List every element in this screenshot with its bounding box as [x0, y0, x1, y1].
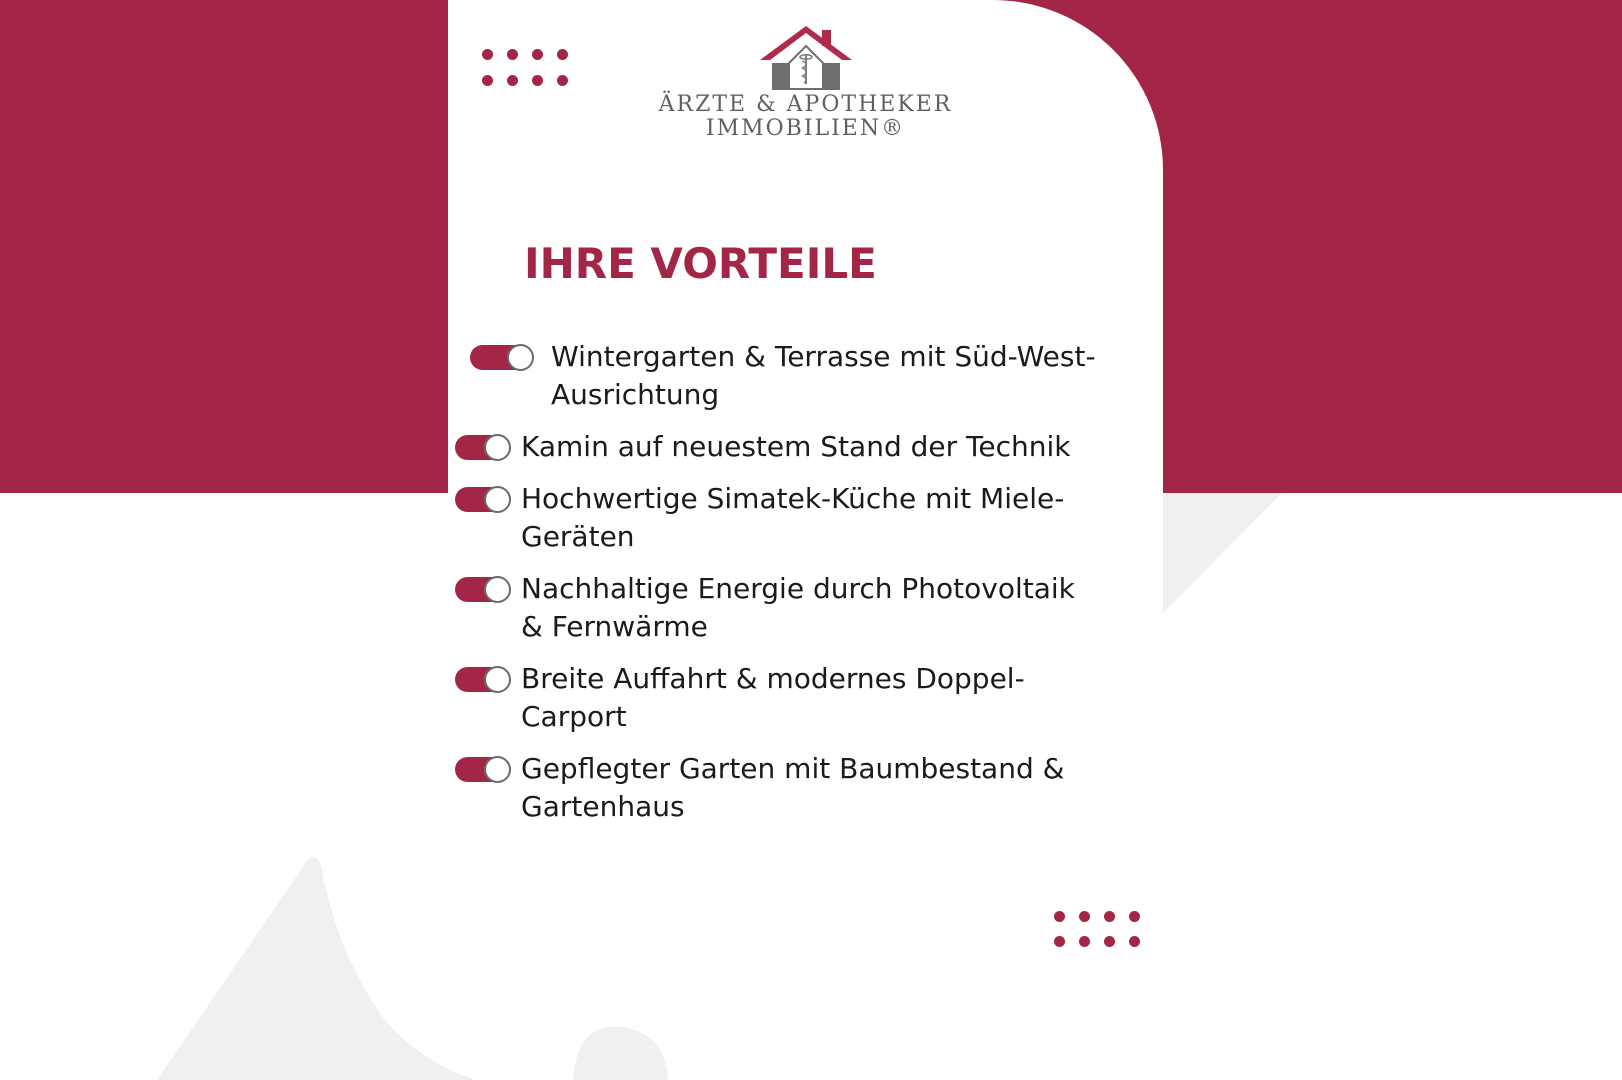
- toggle-on-icon[interactable]: [455, 435, 510, 460]
- dot: [1104, 911, 1115, 922]
- toggle-knob-icon: [507, 344, 534, 371]
- benefit-item: [455, 428, 1155, 466]
- benefit-item: [455, 570, 1155, 646]
- dot: [1129, 936, 1140, 947]
- benefit-item: [455, 750, 1155, 826]
- benefit-text: Hochwertige Simatek-Küche mit Miele- Geräten: [521, 482, 1065, 553]
- page-title: IHRE VORTEILE: [524, 239, 877, 288]
- toggle-on-icon[interactable]: [470, 345, 533, 370]
- benefit-item: [455, 480, 1155, 556]
- company-logo: [448, 26, 1163, 140]
- toggle-knob-icon: [484, 756, 511, 783]
- dot: [1054, 911, 1065, 922]
- toggle-on-icon[interactable]: [455, 487, 510, 512]
- logo-text-line1: ÄRZTE & APOTHEKER: [658, 92, 953, 117]
- toggle-knob-icon: [484, 434, 511, 461]
- decor-dots-bottom-right: [1054, 911, 1140, 947]
- dot: [1129, 911, 1140, 922]
- dot: [1054, 936, 1065, 947]
- benefits-list: [455, 338, 1155, 840]
- dot: [1079, 936, 1090, 947]
- toggle-knob-icon: [484, 576, 511, 603]
- benefit-text: Gepflegter Garten mit Baumbestand & Gartenhaus: [521, 752, 1065, 823]
- toggle-knob-icon: [484, 666, 511, 693]
- benefit-text: Breite Auffahrt & modernes Doppel- Carport: [521, 662, 1025, 733]
- dot: [1079, 911, 1090, 922]
- toggle-on-icon[interactable]: [455, 667, 510, 692]
- toggle-on-icon[interactable]: [455, 577, 510, 602]
- benefit-text: Kamin auf neuestem Stand der Technik: [521, 430, 1071, 463]
- benefit-text: Wintergarten & Terrasse mit Süd-West- Ausrichtung: [551, 340, 1096, 411]
- logo-text-line2: IMMOBILIEN®: [705, 116, 906, 141]
- benefit-item: [455, 660, 1155, 736]
- toggle-knob-icon: [484, 486, 511, 513]
- benefit-text: Nachhaltige Energie durch Photovoltaik & Fernwärme: [521, 572, 1075, 643]
- dot: [1104, 936, 1115, 947]
- toggle-on-icon[interactable]: [455, 757, 510, 782]
- house-with-aesculapius-staff-icon: [760, 26, 852, 90]
- benefit-item: [470, 338, 1155, 414]
